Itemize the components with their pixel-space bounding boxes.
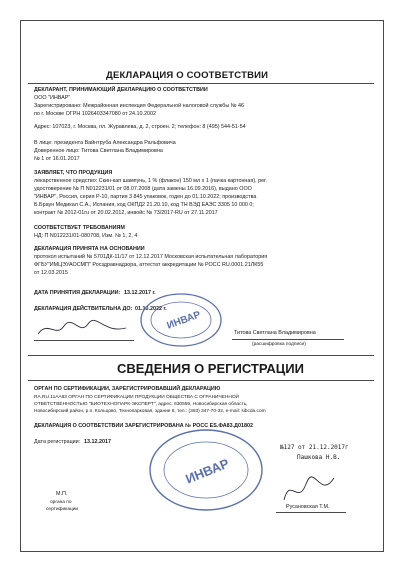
basis-heading: ДЕКЛАРАЦИЯ ПРИНЯТА НА ОСНОВАНИИ: [34, 246, 145, 252]
product-heading: ЗАЯВЛЯЕТ, ЧТО ПРОДУКЦИЯ: [34, 170, 113, 176]
authority-heading: ОРГАН ПО СЕРТИФИКАЦИИ, ЗАРЕГИСТРИРОВАВШИЙ ДЕКЛАРАЦИЮ: [34, 386, 221, 392]
stamp-text: ИНВАР: [183, 455, 232, 487]
valid-until: 01.10.2022 г.: [135, 306, 167, 312]
registration-title: СВЕДЕНИЯ О РЕГИСТРАЦИИ: [117, 361, 304, 376]
signer-name: Титова Светлана Владимировна: [234, 330, 316, 336]
registration-number: ДЕКЛАРАЦИЯ О СООТВЕТСТВИИ ЗАРЕГИСТРИРОВАНА № РОСС ES.ФА83.Д01802: [34, 423, 254, 429]
president-line: В лице: президента Вайнтруба Александра Ральфовича: [34, 140, 176, 146]
signer-name-line: [232, 339, 344, 340]
trusted-person-line: Доверенное лицо: Титова Светлана Владимировна: [34, 148, 163, 154]
registration-line-1: Зарегистрировано: Межрайонная инспекция Федеральной налоговой службы № 46: [34, 103, 245, 109]
stamp-sub-1: органа по: [50, 500, 72, 505]
title-divider: [28, 83, 374, 84]
authority-line: RA.RU.11АА83 ОРГАН ПО СЕРТИФИКАЦИИ ПРОДУКЦИИ ОБЩЕСТВА С ОГРАНИЧЕННОЙ: [34, 395, 240, 400]
stamp-text: ИНВАР: [165, 309, 203, 332]
stamp-sub-2: сертификации: [46, 507, 79, 512]
company-stamp: [136, 290, 226, 350]
product-line: Б.Браун Медикал С.А., Испания, код ОКПД2 21.20.10, код ТН ВЭД ЕАЭС 3305 10 000 0;: [34, 202, 254, 208]
registration-signer-line: [276, 512, 346, 513]
authority-line: Новосибирский район, р.п. Кольцово, Технопарковая, здание 8, тел.: (383) 347-70-32, e-mail: sibcda.com: [34, 409, 266, 414]
registration-signer: Русановская Т.М.: [286, 504, 330, 510]
product-line: удостоверение № П N012231/01 от 08.07.2008 (дата замены 16.09.2016), выдано ООО: [34, 186, 252, 192]
valid-until-label: ДЕКЛАРАЦИЯ ДЕЙСТВИТЕЛЬНА ДО:: [34, 306, 133, 312]
applicant-name: ООО "ИНВАР": [34, 95, 71, 101]
registration-date-label: Дата регистрации:: [34, 439, 81, 445]
signature-hint: (расшифровка подписи): [252, 342, 306, 347]
date-accepted-label: ДАТА ПРИНЯТИЯ ДЕКЛАРАЦИИ:: [34, 290, 121, 296]
basis-line: ФГБУ"ИМЦЭУАОСМП" Росздравнадзора, аттестат аккредитации № РОСС RU.0001.21ЛК55: [34, 262, 264, 268]
registration-date: 13.12.2017: [84, 439, 111, 445]
authority-line: ОТВЕТСТВЕННОСТЬЮ "БИОТЕХНОПАРК-ЭКСПЕРТ", адрес: 630559, Новосибирская область,: [34, 402, 248, 407]
handwritten-number: №127 от 21.12.2017г: [280, 444, 349, 451]
registration-line-2: по г. Москве ОГРН 1026403347080 от 24.10.2002: [34, 111, 157, 117]
power-of-attorney: № 1 от 16.01.2017: [34, 156, 80, 162]
registration-divider: [28, 380, 374, 381]
requirements-heading: СООТВЕТСТВУЕТ ТРЕБОВАНИЯМ: [34, 225, 125, 231]
product-line: контракт № 2012-01ru от 20.02.2012, инвойс № 73/2017-RU от 27.11.2017: [34, 210, 218, 216]
product-line: "ИНВАР", Россия, серия Р-10, партия 3 845 упаковок, годен до 01.10.2022; производства: [34, 194, 257, 200]
product-line: лекарственное средство: Скин-кап шампунь, 1 % (флакон) 150 мл х 1 (пачка картонная), рег.: [34, 178, 267, 184]
signature-scribble: [34, 316, 134, 342]
certification-stamp: [136, 420, 296, 530]
signature-line: [34, 340, 134, 341]
declaration-title: ДЕКЛАРАЦИЯ О СООТВЕТСТВИИ: [106, 70, 269, 81]
applicant-heading: ДЕКЛАРАНТ, ПРИНИМАЮЩИЙ ДЕКЛАРАЦИЮ О СООТВЕТСТВИИ: [34, 87, 208, 93]
section-divider: [28, 355, 374, 356]
basis-line: от 12.03.2015: [34, 270, 68, 276]
date-accepted: 13.12.2017 г.: [124, 290, 156, 296]
applicant-address: Адрес: 107023, г. Москва, пл. Журавлева, д. 2, строен. 2; телефон: 8 (495) 544-51-54: [34, 124, 246, 130]
basis-line: протокол испытаний № 5701ДК-11/17 от 12.12.2017 Московская испытательная лаборатория: [34, 254, 268, 260]
stamp-label: М.П.: [56, 491, 68, 497]
requirements-text: НД: П N012231/01-080708, Изм. № 1, 2, 4: [34, 233, 138, 239]
handwritten-name: Пашкова Н.В.: [297, 454, 341, 461]
